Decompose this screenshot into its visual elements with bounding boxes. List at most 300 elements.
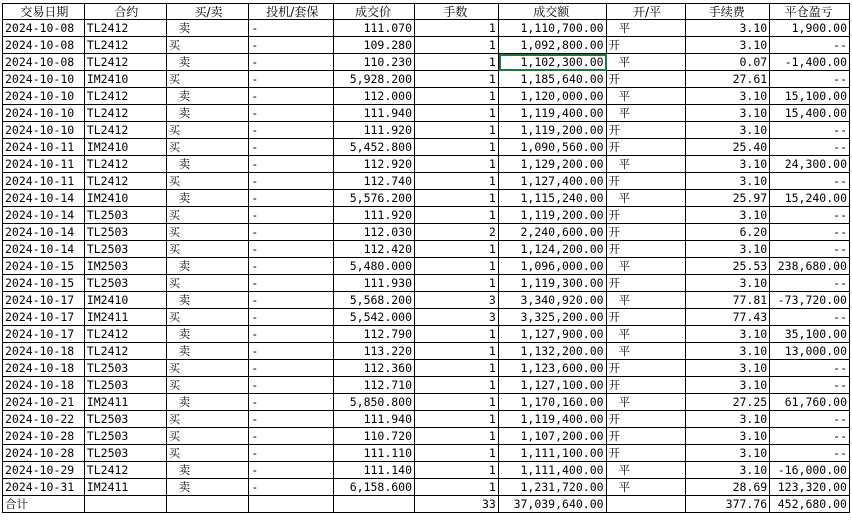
- contract-cell[interactable]: TL2412: [85, 105, 167, 122]
- hedge-cell[interactable]: -: [249, 71, 334, 88]
- fee-cell[interactable]: 3.10: [686, 275, 770, 292]
- hedge-cell[interactable]: -: [249, 292, 334, 309]
- date-cell[interactable]: 2024-10-18: [2, 377, 85, 394]
- qty-cell[interactable]: 1: [415, 122, 499, 139]
- price-cell[interactable]: 111.070: [334, 20, 415, 37]
- price-cell[interactable]: 112.360: [334, 360, 415, 377]
- hedge-cell[interactable]: -: [249, 377, 334, 394]
- col-header-pnl[interactable]: 平仓盈亏: [770, 3, 850, 20]
- total-fee[interactable]: 377.76: [686, 496, 770, 513]
- pnl-cell[interactable]: --: [770, 207, 850, 224]
- contract-cell[interactable]: TL2503: [85, 411, 167, 428]
- amount-cell[interactable]: 2,240,600.00: [499, 224, 607, 241]
- pnl-cell[interactable]: --: [770, 71, 850, 88]
- qty-cell[interactable]: 1: [415, 71, 499, 88]
- price-cell[interactable]: 112.000: [334, 88, 415, 105]
- price-cell[interactable]: 112.790: [334, 326, 415, 343]
- open-close-cell[interactable]: 平: [607, 292, 687, 309]
- pnl-cell[interactable]: --: [770, 445, 850, 462]
- date-cell[interactable]: 2024-10-10: [2, 71, 85, 88]
- side-cell[interactable]: 买: [167, 173, 250, 190]
- qty-cell[interactable]: 1: [415, 190, 499, 207]
- qty-cell[interactable]: 3: [415, 292, 499, 309]
- side-cell[interactable]: 卖: [167, 88, 250, 105]
- side-cell[interactable]: 卖: [167, 292, 250, 309]
- amount-cell[interactable]: 1,132,200.00: [499, 343, 607, 360]
- date-cell[interactable]: 2024-10-22: [2, 411, 85, 428]
- pnl-cell[interactable]: --: [770, 224, 850, 241]
- total-pnl[interactable]: 452,680.00: [770, 496, 850, 513]
- side-cell[interactable]: 卖: [167, 343, 250, 360]
- hedge-cell[interactable]: -: [249, 309, 334, 326]
- pnl-cell[interactable]: --: [770, 122, 850, 139]
- hedge-cell[interactable]: -: [249, 411, 334, 428]
- date-cell[interactable]: 2024-10-08: [2, 54, 85, 71]
- fee-cell[interactable]: 3.10: [686, 462, 770, 479]
- price-cell[interactable]: 111.140: [334, 462, 415, 479]
- fee-cell[interactable]: 3.10: [686, 173, 770, 190]
- hedge-cell[interactable]: -: [249, 37, 334, 54]
- contract-cell[interactable]: IM2503: [85, 258, 167, 275]
- price-cell[interactable]: 6,158.600: [334, 479, 415, 496]
- price-cell[interactable]: 113.220: [334, 343, 415, 360]
- contract-cell[interactable]: TL2503: [85, 445, 167, 462]
- fee-cell[interactable]: 3.10: [686, 241, 770, 258]
- pnl-cell[interactable]: 238,680.00: [770, 258, 850, 275]
- pnl-cell[interactable]: 1,900.00: [770, 20, 850, 37]
- date-cell[interactable]: 2024-10-14: [2, 190, 85, 207]
- contract-cell[interactable]: IM2411: [85, 394, 167, 411]
- side-cell[interactable]: 买: [167, 275, 250, 292]
- open-close-cell[interactable]: 开: [607, 224, 687, 241]
- fee-cell[interactable]: 27.25: [686, 394, 770, 411]
- amount-cell[interactable]: 1,092,800.00: [499, 37, 607, 54]
- fee-cell[interactable]: 25.97: [686, 190, 770, 207]
- total-price-cell[interactable]: [334, 496, 415, 513]
- fee-cell[interactable]: 25.53: [686, 258, 770, 275]
- amount-cell[interactable]: 1,111,400.00: [499, 462, 607, 479]
- price-cell[interactable]: 5,850.800: [334, 394, 415, 411]
- amount-cell[interactable]: 1,115,240.00: [499, 190, 607, 207]
- price-cell[interactable]: 112.920: [334, 156, 415, 173]
- side-cell[interactable]: 买: [167, 122, 250, 139]
- amount-cell[interactable]: 1,110,700.00: [499, 20, 607, 37]
- fee-cell[interactable]: 3.10: [686, 122, 770, 139]
- open-close-cell[interactable]: 开: [607, 173, 687, 190]
- contract-cell[interactable]: TL2412: [85, 88, 167, 105]
- amount-cell[interactable]: 3,340,920.00: [499, 292, 607, 309]
- price-cell[interactable]: 112.030: [334, 224, 415, 241]
- pnl-cell[interactable]: --: [770, 377, 850, 394]
- price-cell[interactable]: 112.740: [334, 173, 415, 190]
- col-header-open-close[interactable]: 开/平: [607, 3, 687, 20]
- price-cell[interactable]: 111.930: [334, 275, 415, 292]
- contract-cell[interactable]: TL2503: [85, 360, 167, 377]
- fee-cell[interactable]: 3.10: [686, 20, 770, 37]
- amount-cell[interactable]: 1,090,560.00: [499, 139, 607, 156]
- pnl-cell[interactable]: -16,000.00: [770, 462, 850, 479]
- date-cell[interactable]: 2024-10-11: [2, 173, 85, 190]
- date-cell[interactable]: 2024-10-28: [2, 428, 85, 445]
- price-cell[interactable]: 110.720: [334, 428, 415, 445]
- contract-cell[interactable]: TL2412: [85, 122, 167, 139]
- contract-cell[interactable]: TL2503: [85, 241, 167, 258]
- price-cell[interactable]: 5,480.000: [334, 258, 415, 275]
- hedge-cell[interactable]: -: [249, 428, 334, 445]
- side-cell[interactable]: 买: [167, 71, 250, 88]
- total-label[interactable]: 合计: [2, 496, 85, 513]
- pnl-cell[interactable]: --: [770, 428, 850, 445]
- hedge-cell[interactable]: -: [249, 139, 334, 156]
- fee-cell[interactable]: 28.69: [686, 479, 770, 496]
- side-cell[interactable]: 卖: [167, 462, 250, 479]
- contract-cell[interactable]: TL2503: [85, 207, 167, 224]
- side-cell[interactable]: 买: [167, 309, 250, 326]
- fee-cell[interactable]: 3.10: [686, 37, 770, 54]
- fee-cell[interactable]: 27.61: [686, 71, 770, 88]
- col-header-side[interactable]: 买/卖: [167, 3, 250, 20]
- open-close-cell[interactable]: 平: [607, 20, 687, 37]
- qty-cell[interactable]: 1: [415, 105, 499, 122]
- qty-cell[interactable]: 1: [415, 139, 499, 156]
- date-cell[interactable]: 2024-10-15: [2, 275, 85, 292]
- contract-cell[interactable]: IM2410: [85, 292, 167, 309]
- qty-cell[interactable]: 1: [415, 360, 499, 377]
- open-close-cell[interactable]: 开: [607, 207, 687, 224]
- hedge-cell[interactable]: -: [249, 20, 334, 37]
- pnl-cell[interactable]: --: [770, 37, 850, 54]
- contract-cell[interactable]: TL2412: [85, 326, 167, 343]
- pnl-cell[interactable]: --: [770, 360, 850, 377]
- pnl-cell[interactable]: 15,400.00: [770, 105, 850, 122]
- qty-cell[interactable]: 1: [415, 479, 499, 496]
- side-cell[interactable]: 买: [167, 139, 250, 156]
- date-cell[interactable]: 2024-10-15: [2, 258, 85, 275]
- side-cell[interactable]: 卖: [167, 258, 250, 275]
- side-cell[interactable]: 卖: [167, 394, 250, 411]
- contract-cell[interactable]: TL2503: [85, 377, 167, 394]
- date-cell[interactable]: 2024-10-08: [2, 20, 85, 37]
- side-cell[interactable]: 买: [167, 377, 250, 394]
- qty-cell[interactable]: 1: [415, 88, 499, 105]
- price-cell[interactable]: 112.710: [334, 377, 415, 394]
- total-qty[interactable]: 33: [415, 496, 499, 513]
- open-close-cell[interactable]: 开: [607, 428, 687, 445]
- hedge-cell[interactable]: -: [249, 326, 334, 343]
- fee-cell[interactable]: 3.10: [686, 156, 770, 173]
- fee-cell[interactable]: 3.10: [686, 445, 770, 462]
- date-cell[interactable]: 2024-10-28: [2, 445, 85, 462]
- date-cell[interactable]: 2024-10-10: [2, 88, 85, 105]
- hedge-cell[interactable]: -: [249, 156, 334, 173]
- col-header-contract[interactable]: 合约: [85, 3, 167, 20]
- amount-cell[interactable]: 1,119,200.00: [499, 207, 607, 224]
- hedge-cell[interactable]: -: [249, 462, 334, 479]
- open-close-cell[interactable]: 开: [607, 122, 687, 139]
- fee-cell[interactable]: 3.10: [686, 88, 770, 105]
- date-cell[interactable]: 2024-10-14: [2, 207, 85, 224]
- fee-cell[interactable]: 3.10: [686, 207, 770, 224]
- hedge-cell[interactable]: -: [249, 54, 334, 71]
- date-cell[interactable]: 2024-10-17: [2, 309, 85, 326]
- col-header-hedge[interactable]: 投机/套保: [249, 3, 334, 20]
- amount-cell[interactable]: 1,119,300.00: [499, 275, 607, 292]
- col-header-amount[interactable]: 成交额: [499, 3, 607, 20]
- price-cell[interactable]: 112.420: [334, 241, 415, 258]
- amount-cell[interactable]: 3,325,200.00: [499, 309, 607, 326]
- amount-cell[interactable]: 1,119,400.00: [499, 411, 607, 428]
- pnl-cell[interactable]: -1,400.00: [770, 54, 850, 71]
- date-cell[interactable]: 2024-10-17: [2, 292, 85, 309]
- hedge-cell[interactable]: -: [249, 394, 334, 411]
- contract-cell[interactable]: TL2503: [85, 275, 167, 292]
- price-cell[interactable]: 5,576.200: [334, 190, 415, 207]
- pnl-cell[interactable]: --: [770, 309, 850, 326]
- side-cell[interactable]: 卖: [167, 190, 250, 207]
- date-cell[interactable]: 2024-10-18: [2, 360, 85, 377]
- price-cell[interactable]: 110.230: [334, 54, 415, 71]
- amount-cell[interactable]: 1,124,200.00: [499, 241, 607, 258]
- col-header-qty[interactable]: 手数: [415, 3, 499, 20]
- fee-cell[interactable]: 3.10: [686, 428, 770, 445]
- date-cell[interactable]: 2024-10-18: [2, 343, 85, 360]
- amount-cell[interactable]: 1,127,100.00: [499, 377, 607, 394]
- contract-cell[interactable]: IM2411: [85, 479, 167, 496]
- open-close-cell[interactable]: 平: [607, 479, 687, 496]
- contract-cell[interactable]: TL2412: [85, 37, 167, 54]
- qty-cell[interactable]: 3: [415, 309, 499, 326]
- open-close-cell[interactable]: 平: [607, 326, 687, 343]
- qty-cell[interactable]: 1: [415, 394, 499, 411]
- contract-cell[interactable]: TL2412: [85, 173, 167, 190]
- open-close-cell[interactable]: 平: [607, 343, 687, 360]
- hedge-cell[interactable]: -: [249, 275, 334, 292]
- hedge-cell[interactable]: -: [249, 224, 334, 241]
- price-cell[interactable]: 111.940: [334, 411, 415, 428]
- side-cell[interactable]: 买: [167, 241, 250, 258]
- side-cell[interactable]: 卖: [167, 479, 250, 496]
- open-close-cell[interactable]: 开: [607, 411, 687, 428]
- pnl-cell[interactable]: --: [770, 241, 850, 258]
- date-cell[interactable]: 2024-10-14: [2, 241, 85, 258]
- price-cell[interactable]: 5,452.800: [334, 139, 415, 156]
- fee-cell[interactable]: 3.10: [686, 105, 770, 122]
- qty-cell[interactable]: 1: [415, 156, 499, 173]
- open-close-cell[interactable]: 平: [607, 156, 687, 173]
- amount-cell[interactable]: 1,185,640.00: [499, 71, 607, 88]
- open-close-cell[interactable]: 平: [607, 462, 687, 479]
- date-cell[interactable]: 2024-10-14: [2, 224, 85, 241]
- qty-cell[interactable]: 1: [415, 462, 499, 479]
- contract-cell[interactable]: TL2503: [85, 428, 167, 445]
- pnl-cell[interactable]: --: [770, 139, 850, 156]
- amount-cell[interactable]: 1,129,200.00: [499, 156, 607, 173]
- contract-cell[interactable]: TL2412: [85, 20, 167, 37]
- fee-cell[interactable]: 6.20: [686, 224, 770, 241]
- amount-cell[interactable]: 1,123,600.00: [499, 360, 607, 377]
- total-contract-cell[interactable]: [85, 496, 167, 513]
- open-close-cell[interactable]: 开: [607, 71, 687, 88]
- fee-cell[interactable]: 25.40: [686, 139, 770, 156]
- qty-cell[interactable]: 1: [415, 207, 499, 224]
- pnl-cell[interactable]: 35,100.00: [770, 326, 850, 343]
- col-header-fee[interactable]: 手续费: [686, 3, 770, 20]
- pnl-cell[interactable]: --: [770, 275, 850, 292]
- qty-cell[interactable]: 1: [415, 343, 499, 360]
- pnl-cell[interactable]: 24,300.00: [770, 156, 850, 173]
- hedge-cell[interactable]: -: [249, 88, 334, 105]
- fee-cell[interactable]: 3.10: [686, 360, 770, 377]
- date-cell[interactable]: 2024-10-29: [2, 462, 85, 479]
- date-cell[interactable]: 2024-10-17: [2, 326, 85, 343]
- qty-cell[interactable]: 1: [415, 20, 499, 37]
- date-cell[interactable]: 2024-10-11: [2, 156, 85, 173]
- date-cell[interactable]: 2024-10-31: [2, 479, 85, 496]
- hedge-cell[interactable]: -: [249, 445, 334, 462]
- price-cell[interactable]: 111.920: [334, 122, 415, 139]
- open-close-cell[interactable]: 开: [607, 275, 687, 292]
- amount-cell[interactable]: 1,127,400.00: [499, 173, 607, 190]
- open-close-cell[interactable]: 开: [607, 139, 687, 156]
- side-cell[interactable]: 卖: [167, 326, 250, 343]
- price-cell[interactable]: 5,928.200: [334, 71, 415, 88]
- hedge-cell[interactable]: -: [249, 241, 334, 258]
- price-cell[interactable]: 109.280: [334, 37, 415, 54]
- fee-cell[interactable]: 3.10: [686, 326, 770, 343]
- col-header-date[interactable]: 交易日期: [2, 3, 85, 20]
- fee-cell[interactable]: 3.10: [686, 343, 770, 360]
- qty-cell[interactable]: 1: [415, 377, 499, 394]
- amount-cell[interactable]: 1,120,000.00: [499, 88, 607, 105]
- price-cell[interactable]: 111.940: [334, 105, 415, 122]
- side-cell[interactable]: 买: [167, 411, 250, 428]
- qty-cell[interactable]: 1: [415, 241, 499, 258]
- open-close-cell[interactable]: 开: [607, 241, 687, 258]
- qty-cell[interactable]: 1: [415, 37, 499, 54]
- fee-cell[interactable]: 3.10: [686, 411, 770, 428]
- hedge-cell[interactable]: -: [249, 343, 334, 360]
- amount-cell[interactable]: 1,231,720.00: [499, 479, 607, 496]
- pnl-cell[interactable]: 15,100.00: [770, 88, 850, 105]
- date-cell[interactable]: 2024-10-10: [2, 105, 85, 122]
- side-cell[interactable]: 买: [167, 224, 250, 241]
- hedge-cell[interactable]: -: [249, 360, 334, 377]
- hedge-cell[interactable]: -: [249, 122, 334, 139]
- date-cell[interactable]: 2024-10-08: [2, 37, 85, 54]
- open-close-cell[interactable]: 平: [607, 190, 687, 207]
- open-close-cell[interactable]: 平: [607, 88, 687, 105]
- price-cell[interactable]: 111.110: [334, 445, 415, 462]
- amount-cell[interactable]: 1,111,100.00: [499, 445, 607, 462]
- contract-cell[interactable]: TL2412: [85, 156, 167, 173]
- qty-cell[interactable]: 1: [415, 258, 499, 275]
- qty-cell[interactable]: 1: [415, 445, 499, 462]
- pnl-cell[interactable]: -73,720.00: [770, 292, 850, 309]
- hedge-cell[interactable]: -: [249, 105, 334, 122]
- qty-cell[interactable]: 1: [415, 54, 499, 71]
- hedge-cell[interactable]: -: [249, 258, 334, 275]
- qty-cell[interactable]: 1: [415, 275, 499, 292]
- fee-cell[interactable]: 77.81: [686, 292, 770, 309]
- contract-cell[interactable]: TL2412: [85, 462, 167, 479]
- amount-cell[interactable]: 1,119,400.00: [499, 105, 607, 122]
- contract-cell[interactable]: TL2412: [85, 54, 167, 71]
- qty-cell[interactable]: 1: [415, 428, 499, 445]
- price-cell[interactable]: 5,542.000: [334, 309, 415, 326]
- total-amount[interactable]: 37,039,640.00: [499, 496, 607, 513]
- col-header-price[interactable]: 成交价: [334, 3, 415, 20]
- total-hedge-cell[interactable]: [249, 496, 334, 513]
- side-cell[interactable]: 买: [167, 428, 250, 445]
- fee-cell[interactable]: 77.43: [686, 309, 770, 326]
- qty-cell[interactable]: 2: [415, 224, 499, 241]
- qty-cell[interactable]: 1: [415, 326, 499, 343]
- amount-cell[interactable]: 1,170,160.00: [499, 394, 607, 411]
- side-cell[interactable]: 卖: [167, 156, 250, 173]
- hedge-cell[interactable]: -: [249, 207, 334, 224]
- total-oc-cell[interactable]: [607, 496, 687, 513]
- open-close-cell[interactable]: 开: [607, 360, 687, 377]
- open-close-cell[interactable]: 平: [607, 258, 687, 275]
- pnl-cell[interactable]: 123,320.00: [770, 479, 850, 496]
- side-cell[interactable]: 卖: [167, 54, 250, 71]
- contract-cell[interactable]: IM2410: [85, 139, 167, 156]
- qty-cell[interactable]: 1: [415, 173, 499, 190]
- open-close-cell[interactable]: 开: [607, 37, 687, 54]
- amount-cell[interactable]: 1,127,900.00: [499, 326, 607, 343]
- pnl-cell[interactable]: 13,000.00: [770, 343, 850, 360]
- side-cell[interactable]: 买: [167, 360, 250, 377]
- amount-cell[interactable]: 1,107,200.00: [499, 428, 607, 445]
- contract-cell[interactable]: IM2410: [85, 190, 167, 207]
- date-cell[interactable]: 2024-10-11: [2, 139, 85, 156]
- qty-cell[interactable]: 1: [415, 411, 499, 428]
- contract-cell[interactable]: IM2411: [85, 309, 167, 326]
- open-close-cell[interactable]: 开: [607, 309, 687, 326]
- hedge-cell[interactable]: -: [249, 479, 334, 496]
- pnl-cell[interactable]: --: [770, 411, 850, 428]
- price-cell[interactable]: 111.920: [334, 207, 415, 224]
- fee-cell[interactable]: 3.10: [686, 377, 770, 394]
- hedge-cell[interactable]: -: [249, 190, 334, 207]
- open-close-cell[interactable]: 平: [607, 54, 687, 71]
- fee-cell[interactable]: 0.07: [686, 54, 770, 71]
- side-cell[interactable]: 卖: [167, 105, 250, 122]
- side-cell[interactable]: 买: [167, 445, 250, 462]
- contract-cell[interactable]: TL2503: [85, 224, 167, 241]
- open-close-cell[interactable]: 平: [607, 105, 687, 122]
- pnl-cell[interactable]: --: [770, 173, 850, 190]
- amount-cell[interactable]: 1,119,200.00: [499, 122, 607, 139]
- contract-cell[interactable]: TL2412: [85, 343, 167, 360]
- contract-cell[interactable]: IM2410: [85, 71, 167, 88]
- pnl-cell[interactable]: 15,240.00: [770, 190, 850, 207]
- date-cell[interactable]: 2024-10-21: [2, 394, 85, 411]
- open-close-cell[interactable]: 平: [607, 394, 687, 411]
- amount-cell[interactable]: 1,096,000.00: [499, 258, 607, 275]
- date-cell[interactable]: 2024-10-10: [2, 122, 85, 139]
- open-close-cell[interactable]: 开: [607, 445, 687, 462]
- side-cell[interactable]: 卖: [167, 20, 250, 37]
- price-cell[interactable]: 5,568.200: [334, 292, 415, 309]
- pnl-cell[interactable]: 61,760.00: [770, 394, 850, 411]
- total-side-cell[interactable]: [167, 496, 250, 513]
- hedge-cell[interactable]: -: [249, 173, 334, 190]
- amount-cell[interactable]: 1,102,300.00: [499, 54, 607, 71]
- side-cell[interactable]: 买: [167, 37, 250, 54]
- open-close-cell[interactable]: 开: [607, 377, 687, 394]
- side-cell[interactable]: 买: [167, 207, 250, 224]
